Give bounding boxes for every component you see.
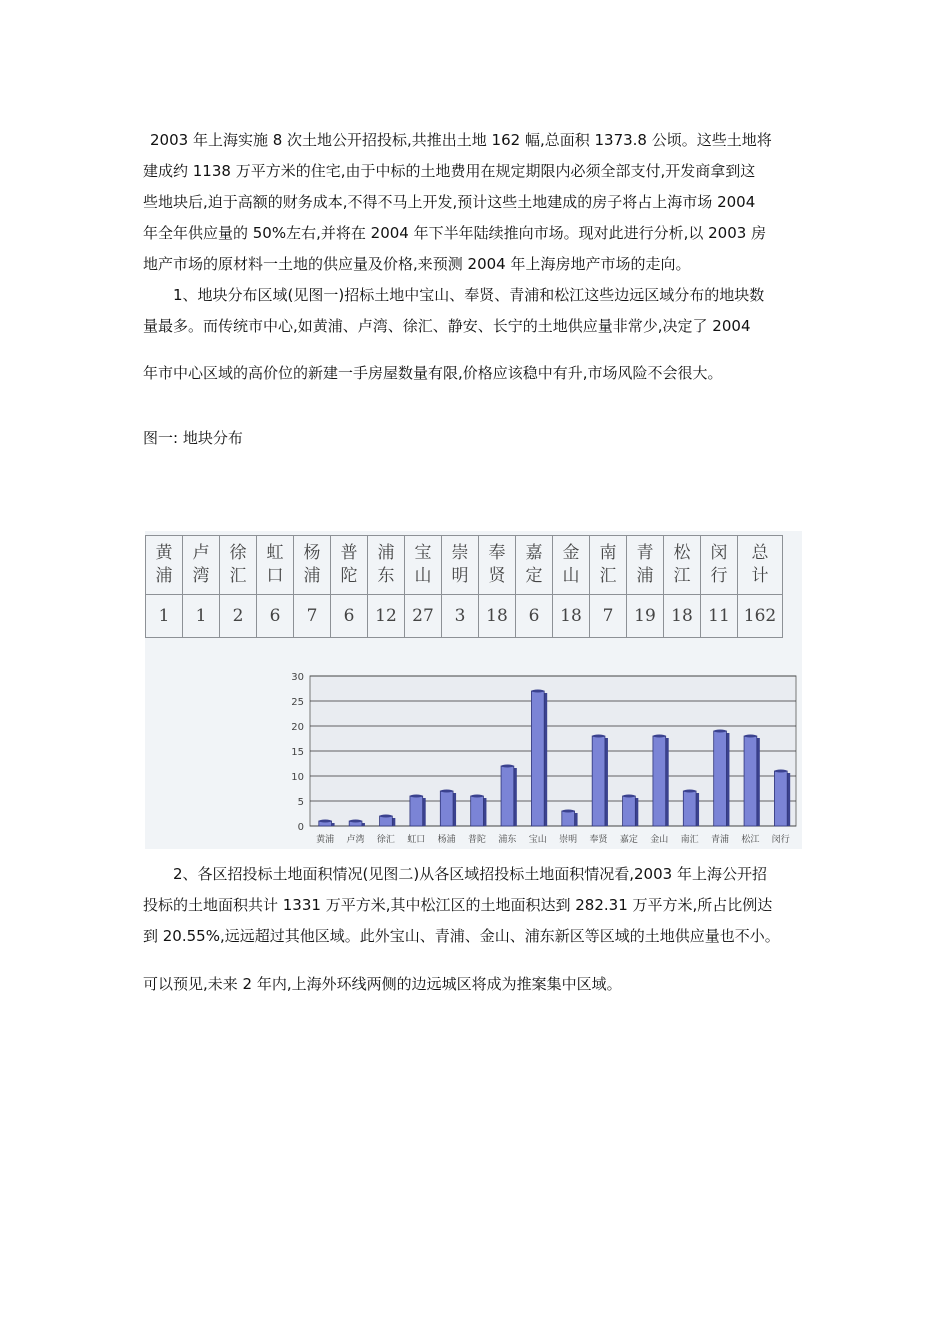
bar-side — [757, 738, 760, 826]
bar-cap — [319, 820, 332, 823]
x-tick-label: 普陀 — [468, 835, 487, 845]
bar-side — [726, 733, 729, 826]
bar — [531, 691, 544, 826]
district-count-row — [146, 595, 783, 638]
bar-side — [453, 793, 456, 826]
x-tick-label: 卢湾 — [346, 835, 365, 845]
figure-caption: 图一: 地块分布 — [143, 429, 243, 447]
bar-cap — [410, 795, 423, 798]
bar — [501, 766, 514, 826]
intro-line: 建成约 1138 万平方米的住宅,由于中标的土地费用在规定期限内必须全部支付,开发商拿到这 — [143, 162, 756, 180]
section1-line: 量最多。而传统市中心,如黄浦、卢湾、徐汇、静安、长宁的土地供应量非常少,决定了 2004 — [143, 317, 751, 335]
bar — [623, 796, 636, 826]
district-count-cell: 7 — [590, 595, 627, 638]
bar — [471, 796, 484, 826]
y-tick-label: 30 — [291, 672, 304, 683]
y-tick-label: 10 — [291, 772, 304, 783]
district-name-cell: 金 山 — [553, 536, 590, 595]
section1-end-line: 年市中心区域的高价位的新建一手房屋数量有限,价格应该稳中有升,市场风险不会很大。 — [143, 364, 723, 382]
x-tick-label: 浦东 — [498, 835, 517, 845]
x-tick-label: 嘉定 — [619, 835, 638, 845]
district-name-cell: 虹 口 — [257, 536, 294, 595]
bar-side — [666, 738, 669, 826]
bar-side — [483, 798, 486, 826]
y-tick-label: 0 — [297, 822, 304, 833]
bar — [653, 736, 666, 826]
district-name-cell: 徐 汇 — [220, 536, 257, 595]
district-name-cell: 奉 贤 — [479, 536, 516, 595]
district-count-cell: 27 — [405, 595, 442, 638]
district-name-cell: 黄 浦 — [146, 536, 183, 595]
x-tick-label: 南汇 — [680, 835, 699, 845]
bar-side — [362, 823, 365, 826]
section2-paragraph — [143, 859, 813, 952]
bar — [410, 796, 423, 826]
bar-side — [423, 798, 426, 826]
district-name-cell: 总 计 — [738, 536, 783, 595]
bar-cap — [744, 735, 757, 738]
bar-side — [514, 768, 517, 826]
district-count-cell: 18 — [479, 595, 516, 638]
x-tick-label: 黄浦 — [316, 835, 335, 845]
y-tick-label: 5 — [297, 797, 304, 808]
bar — [714, 731, 727, 826]
intro-line: 2003 年上海实施 8 次土地公开招投标,共推出土地 162 幅,总面积 1373.8 公顷。这些土地将 — [150, 131, 772, 149]
bar — [562, 811, 575, 826]
district-name-cell: 浦 东 — [368, 536, 405, 595]
district-count-cell: 1 — [183, 595, 220, 638]
bar-cap — [531, 690, 544, 693]
bar-side — [575, 813, 578, 826]
bar-cap — [774, 770, 787, 773]
district-count-cell: 6 — [331, 595, 368, 638]
district-count-cell: 3 — [442, 595, 479, 638]
x-tick-label: 松江 — [741, 835, 760, 845]
bar-cap — [349, 820, 362, 823]
district-name-cell: 宝 山 — [405, 536, 442, 595]
district-count-cell: 11 — [701, 595, 738, 638]
section2-line: 投标的土地面积共计 1331 万平方米,其中松江区的土地面积达到 282.31 万平方米,所占比例达 — [143, 896, 773, 914]
district-name-cell: 松 江 — [664, 536, 701, 595]
y-tick-label: 20 — [291, 722, 304, 733]
conclusion-paragraph: 可以预见,未来 2 年内,上海外环线两侧的边远城区将成为推案集中区域。 — [143, 975, 622, 993]
x-tick-label: 徐汇 — [376, 835, 395, 845]
figure-land-distribution — [145, 531, 802, 849]
district-name-cell: 南 汇 — [590, 536, 627, 595]
district-name-cell: 崇 明 — [442, 536, 479, 595]
bar — [440, 791, 453, 826]
bar-side — [635, 798, 638, 826]
district-count-cell: 12 — [368, 595, 405, 638]
intro-paragraph — [143, 125, 813, 280]
section2-line: 2、各区招投标土地面积情况(见图二)从各区域招投标土地面积情况看,2003 年上海公开招 — [173, 865, 767, 883]
district-name-cell: 普 陀 — [331, 536, 368, 595]
intro-line: 些地块后,迫于高额的财务成本,不得不马上开发,预计这些土地建成的房子将占上海市场 2004 — [143, 193, 756, 211]
bar — [774, 771, 787, 826]
district-name-cell: 卢 湾 — [183, 536, 220, 595]
bar-cap — [380, 815, 393, 818]
district-name-row — [146, 536, 783, 595]
bar-side — [787, 773, 790, 826]
bar-side — [544, 693, 547, 826]
district-count-cell: 7 — [294, 595, 331, 638]
district-count-cell: 18 — [664, 595, 701, 638]
district-name-cell: 青 浦 — [627, 536, 664, 595]
bar-cap — [501, 765, 514, 768]
bar — [744, 736, 757, 826]
district-count-cell: 1 — [146, 595, 183, 638]
x-tick-label: 奉贤 — [589, 835, 608, 845]
bar-side — [605, 738, 608, 826]
district-count-cell: 18 — [553, 595, 590, 638]
bar-side — [696, 793, 699, 826]
bar-cap — [714, 730, 727, 733]
bar-chart — [280, 668, 800, 846]
bar — [683, 791, 696, 826]
section1-paragraph — [143, 280, 813, 342]
district-count-cell: 19 — [627, 595, 664, 638]
bar-cap — [471, 795, 484, 798]
bar-cap — [440, 790, 453, 793]
bar-cap — [592, 735, 605, 738]
bar-cap — [683, 790, 696, 793]
section2-line: 到 20.55%,远远超过其他区域。此外宝山、青浦、金山、浦东新区等区域的土地供应量也不小。 — [143, 927, 780, 945]
x-tick-label: 宝山 — [528, 835, 547, 845]
x-tick-label: 崇明 — [559, 835, 578, 845]
district-name-cell: 杨 浦 — [294, 536, 331, 595]
district-table — [145, 535, 783, 638]
x-tick-label: 金山 — [650, 835, 669, 845]
x-tick-label: 闵行 — [771, 835, 790, 845]
district-count-cell: 6 — [516, 595, 553, 638]
x-tick-label: 青浦 — [711, 835, 730, 845]
x-tick-label: 杨浦 — [437, 835, 456, 845]
district-count-cell: 2 — [220, 595, 257, 638]
intro-line: 年全年供应量的 50%左右,并将在 2004 年下半年陆续推向市场。现对此进行分析,以 2003 房 — [143, 224, 767, 242]
bar-side — [332, 823, 335, 826]
district-count-cell: 6 — [257, 595, 294, 638]
bar-cap — [653, 735, 666, 738]
section1-line: 1、地块分布区域(见图一)招标土地中宝山、奉贤、青浦和松江这些边远区域分布的地块数 — [173, 286, 765, 304]
y-tick-label: 25 — [291, 697, 304, 708]
bar-cap — [623, 795, 636, 798]
intro-line: 地产市场的原材料一土地的供应量及价格,来预测 2004 年上海房地产市场的走向。 — [143, 255, 691, 273]
x-tick-label: 虹口 — [407, 835, 426, 845]
bar — [592, 736, 605, 826]
district-name-cell: 闵 行 — [701, 536, 738, 595]
district-name-cell: 嘉 定 — [516, 536, 553, 595]
bar-cap — [562, 810, 575, 813]
bar-side — [392, 818, 395, 826]
y-tick-label: 15 — [291, 747, 304, 758]
district-count-cell: 162 — [738, 595, 783, 638]
